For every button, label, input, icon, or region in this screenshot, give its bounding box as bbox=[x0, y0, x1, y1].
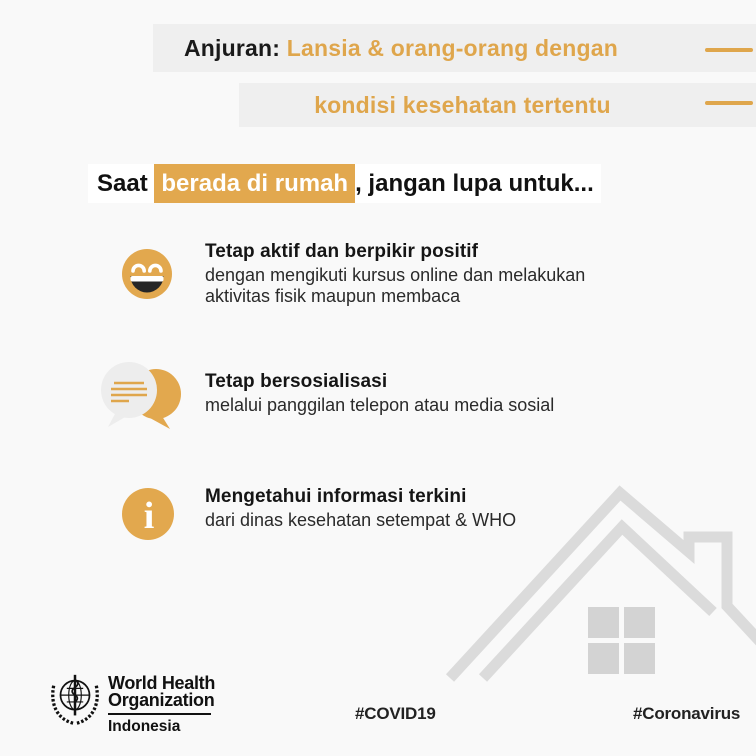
house-window bbox=[588, 607, 655, 674]
header-bar-line2 bbox=[239, 83, 756, 127]
tip-body: dengan mengikuti kursus online dan melakukan aktivitas fisik maupun membaca bbox=[205, 265, 586, 306]
hashtag-covid19: #COVID19 bbox=[355, 704, 436, 723]
who-logo-text bbox=[108, 675, 215, 736]
header-bar-line1 bbox=[153, 24, 756, 72]
info-icon bbox=[122, 488, 174, 545]
gold-dash-decoration bbox=[705, 101, 753, 105]
who-org-line1: World Health bbox=[108, 673, 216, 693]
tip-item bbox=[205, 486, 516, 531]
gold-dash-decoration bbox=[705, 48, 753, 52]
tip-title: Mengetahui informasi terkini bbox=[205, 486, 467, 507]
who-emblem-icon bbox=[46, 671, 104, 732]
intro-pre: Saat bbox=[97, 170, 155, 197]
tip-item bbox=[205, 371, 554, 416]
tip-title: Tetap bersosialisasi bbox=[205, 371, 388, 392]
intro-highlighted-phrase: berada di rumah bbox=[154, 164, 355, 203]
tip-title: Tetap aktif dan berpikir positif bbox=[205, 241, 479, 262]
hashtag-coronavirus: #Coronavirus bbox=[633, 704, 741, 723]
house-roof-inner bbox=[483, 527, 713, 678]
tip-item bbox=[205, 241, 585, 307]
laughing-face-icon bbox=[122, 249, 172, 304]
header-highlight-text: Lansia & orang-orang dengan bbox=[280, 35, 619, 61]
header-prefix: Anjuran: bbox=[184, 35, 281, 61]
tip-body: melalui panggilan telepon atau media sosial bbox=[205, 395, 555, 415]
svg-text:i: i bbox=[143, 495, 155, 537]
intro-sentence bbox=[88, 164, 601, 203]
tip-body: dari dinas kesehatan setempat & WHO bbox=[205, 510, 517, 530]
intro-post: , jangan lupa untuk... bbox=[355, 170, 594, 197]
speech-bubbles-icon bbox=[96, 357, 186, 436]
who-logo-divider bbox=[108, 713, 211, 715]
who-org-line2: Organization bbox=[108, 690, 215, 710]
who-country-label: Indonesia bbox=[108, 718, 181, 735]
header-line2-text: kondisi kesehatan tertentu bbox=[314, 92, 611, 118]
